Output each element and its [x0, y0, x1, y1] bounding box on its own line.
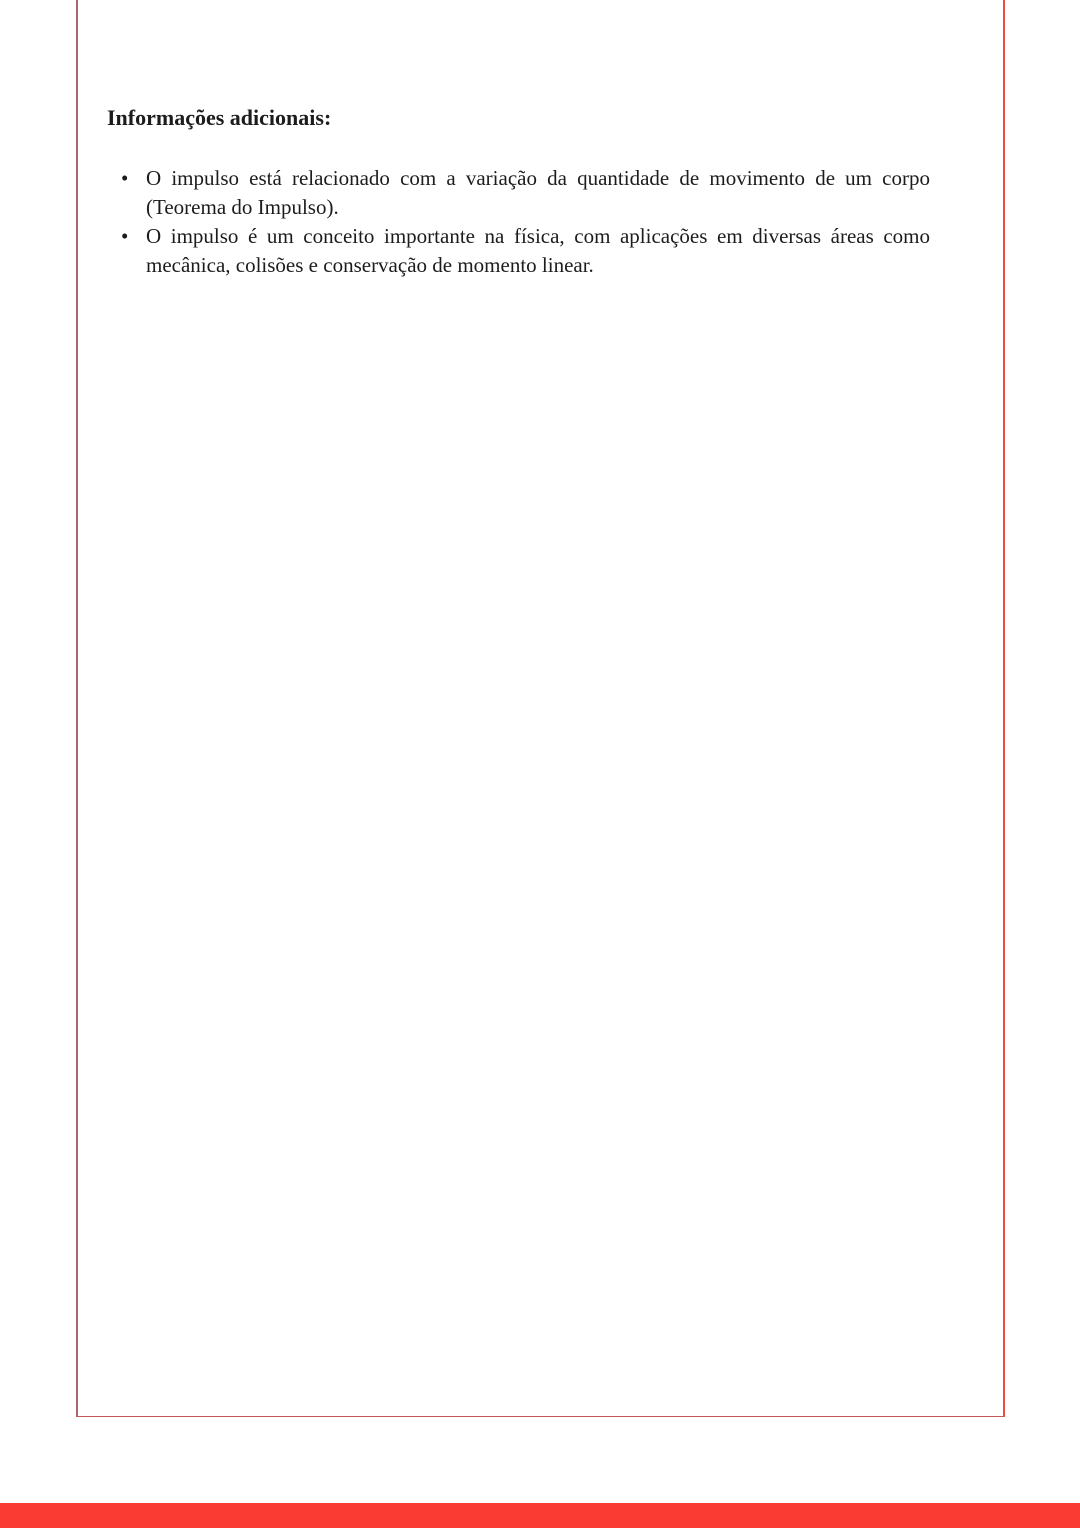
next-page-top-bar — [0, 1503, 1080, 1528]
list-item: • O impulso é um conceito importante na física, com aplicações em diversas áreas como mecânica, colisões e conservação de momento linear. — [146, 222, 930, 280]
section-heading-informacoes-adicionais: Informações adicionais: — [107, 105, 332, 130]
list-item: • O impulso está relacionado com a variação da quantidade de movimento de um corpo (Teorema do Impulso). — [146, 164, 930, 222]
additional-info-list — [146, 164, 930, 280]
